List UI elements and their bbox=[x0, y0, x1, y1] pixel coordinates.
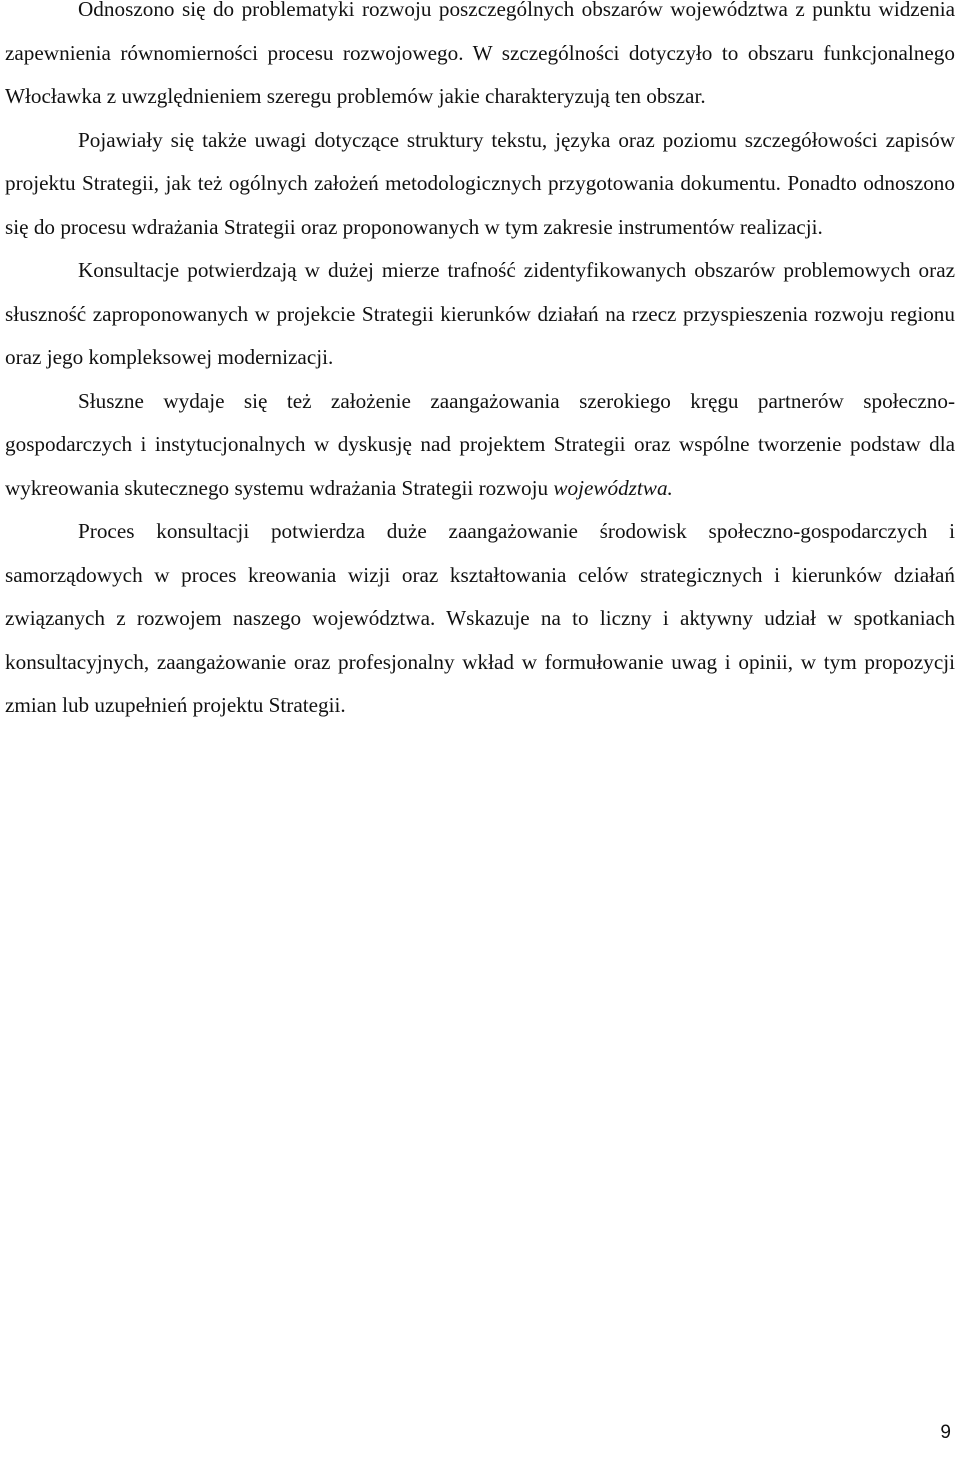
paragraph-text: Odnoszono się do problematyki rozwoju poszczególnych obszarów województwa z punktu widzenia zapewnienia równomierności procesu rozwojowego. W szczególności dotyczyło to obszaru funkcjonalnego Włocławka z uwzględnieniem szeregu problemów jakie charakteryzują ten obszar. bbox=[5, 0, 955, 108]
document-page bbox=[5, 0, 955, 1460]
paragraph-regional-development bbox=[5, 0, 955, 119]
paragraph-text: Słuszne wydaje się też założenie zaangażowania szerokiego kręgu partnerów społeczno-gospodarczych i instytucjonalnych w dyskusję nad projektem Strategii oraz wspólne tworzenie podstaw dla wykreowania skutecznego systemu wdrażania Strategii rozwoju bbox=[5, 388, 955, 500]
paragraph-consultation-process bbox=[5, 510, 955, 728]
paragraph-text: Proces konsultacji potwierdza duże zaangażowanie środowisk społeczno-gospodarczych i samorządowych w proces kreowania wizji oraz kształtowania celów strategicznych i kierunków działań związanych z rozwojem naszego województwa. Wskazuje na to liczny i aktywny udział w spotkaniach konsultacyjnych, zaangażowanie oraz profesjonalny wkład w formułowanie uwag i opinii, w tym propozycji zmian lub uzupełnień projektu Strategii. bbox=[5, 519, 955, 717]
paragraph-text-structure-remarks bbox=[5, 119, 955, 250]
paragraph-text: Konsultacje potwierdzają w dużej mierze trafność zidentyfikowanych obszarów problemowych oraz słuszność zaproponowanych w projekcie Strategii kierunków działań na rzecz przyspieszenia rozwoju regionu oraz jego kompleksowej modernizacji. bbox=[5, 258, 955, 369]
page-number: 9 bbox=[940, 1422, 951, 1443]
document-body bbox=[5, 0, 955, 728]
paragraph-partner-engagement bbox=[5, 380, 955, 511]
emphasized-word: województwa. bbox=[553, 475, 673, 500]
paragraph-consultation-confirmation bbox=[5, 249, 955, 380]
paragraph-text: Pojawiały się także uwagi dotyczące struktury tekstu, języka oraz poziomu szczegółowości zapisów projektu Strategii, jak też ogólnych założeń metodologicznych przygotowania dokumentu. Ponadto odnoszono się do procesu wdrażania Strategii oraz proponowanych w tym zakresie instrumentów realizacji. bbox=[5, 127, 955, 239]
